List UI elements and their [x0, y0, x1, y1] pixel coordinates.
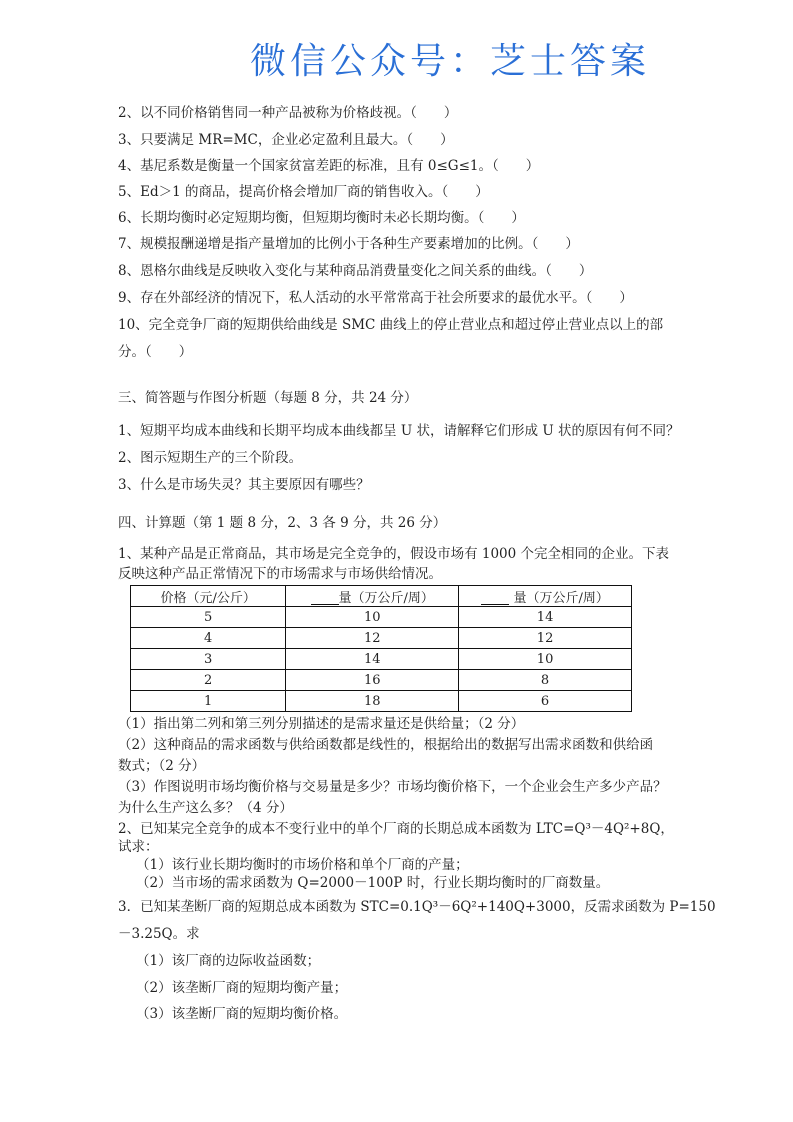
cell: 8 [459, 670, 632, 691]
sub-question: （2）当市场的需求函数为 Q=2000－100P 时，行业长期均衡时的厂商数量。 [136, 875, 610, 891]
table-row [131, 649, 632, 670]
header-col3-label: 量（万公斤/周） [513, 590, 609, 606]
judgement-item: 2、以不同价格销售同一种产品被称为价格歧视。（ ） [118, 105, 458, 121]
judgement-item: 4、基尼系数是衡量一个国家贫富差距的标准，且有 0≤G≤1。（ ） [118, 158, 540, 174]
table-row [131, 607, 632, 628]
question: 2、图示短期生产的三个阶段。 [118, 450, 303, 466]
cell: 14 [459, 607, 632, 628]
judgement-item: 3、只要满足 MR=MC，企业必定盈利且最大。（ ） [118, 132, 454, 148]
sub-question: （3）作图说明市场均衡价格与交易量是多少？市场均衡价格下，一个企业会生产多少产品？ [118, 779, 667, 795]
sub-question: （2）这种商品的需求函数与供给函数都是线性的，根据给出的数据写出需求函数和供给函 [118, 737, 654, 753]
table-header [131, 586, 632, 607]
answer-blank [481, 592, 509, 605]
question: 3、什么是市场失灵？其主要原因有哪些？ [118, 477, 370, 493]
header-col2-label: 量（万公斤/周） [338, 590, 434, 606]
judgement-item: 8、恩格尔曲线是反映收入变化与某种商品消费量变化之间关系的曲线。（ ） [118, 263, 593, 279]
table-row [131, 670, 632, 691]
market-table [130, 585, 632, 712]
judgement-item: 6、长期均衡时必定短期均衡，但短期均衡时未必长期均衡。（ ） [118, 210, 525, 226]
table-row [131, 628, 632, 649]
cell: 12 [459, 628, 632, 649]
header-price: 价格（元/公斤） [131, 586, 286, 607]
sub-question: （2）该垄断厂商的短期均衡产量； [136, 980, 348, 996]
answer-blank [311, 592, 339, 605]
cell: 10 [286, 607, 459, 628]
header-col2 [286, 586, 459, 607]
cell: 1 [131, 691, 286, 712]
cell: 14 [286, 649, 459, 670]
question: 1、短期平均成本曲线和长期平均成本曲线都呈 U 状，请解释它们形成 U 状的原因有何不同？ [118, 423, 680, 439]
question: 试求： [118, 839, 159, 855]
question: 2、已知某完全竞争的成本不变行业中的单个厂商的长期总成本函数为 LTC=Q³－4Q²+8Q， [118, 821, 674, 837]
cell: 18 [286, 691, 459, 712]
section-title: 四、计算题（第 1 题 8 分，2、3 各 9 分，共 26 分） [118, 515, 447, 531]
table-row [131, 691, 632, 712]
judgement-item: 9、存在外部经济的情况下，私人活动的水平常常高于社会所要求的最优水平。（ ） [118, 290, 633, 306]
cell: 6 [459, 691, 632, 712]
cell: 5 [131, 607, 286, 628]
header-col3 [459, 586, 632, 607]
question: 反映这种产品正常情况下的市场需求与市场供给情况。 [118, 566, 442, 582]
sub-question: （1）指出第二列和第三列分别描述的是需求量还是供给量；（2 分） [118, 716, 525, 732]
sub-question: （1）该厂商的边际收益函数； [136, 953, 321, 969]
sub-question: 为什么生产这么多？（4 分） [118, 800, 293, 816]
question: －3.25Q。求 [118, 926, 200, 942]
watermark: 微信公众号：芝士答案 [250, 41, 651, 82]
judgement-item: 分。（ ） [118, 344, 193, 360]
cell: 12 [286, 628, 459, 649]
judgement-item: 10、完全竞争厂商的短期供给曲线是 SMC 曲线上的停止营业点和超过停止营业点以上的部 [118, 317, 664, 333]
cell: 16 [286, 670, 459, 691]
judgement-item: 7、规模报酬递增是指产量增加的比例小于各种生产要素增加的比例。（ ） [118, 236, 579, 252]
question: 1、某种产品是正常商品，其市场是完全竞争的，假设市场有 1000 个完全相同的企业。下表 [118, 546, 670, 562]
sub-question: （3）该垄断厂商的短期均衡价格。 [136, 1006, 348, 1022]
question: 3．已知某垄断厂商的短期总成本函数为 STC=0.1Q³－6Q²+140Q+3000，反需求函数为 P=150 [118, 899, 716, 915]
cell: 10 [459, 649, 632, 670]
cell: 3 [131, 649, 286, 670]
sub-question: （1）该行业长期均衡时的市场价格和单个厂商的产量； [136, 857, 469, 873]
cell: 2 [131, 670, 286, 691]
judgement-item: 5、Ed＞1 的商品，提高价格会增加厂商的销售收入。（ ） [118, 184, 489, 200]
sub-question: 数式；（2 分） [118, 758, 206, 774]
section-title: 三、简答题与作图分析题（每题 8 分，共 24 分） [118, 390, 418, 406]
cell: 4 [131, 628, 286, 649]
